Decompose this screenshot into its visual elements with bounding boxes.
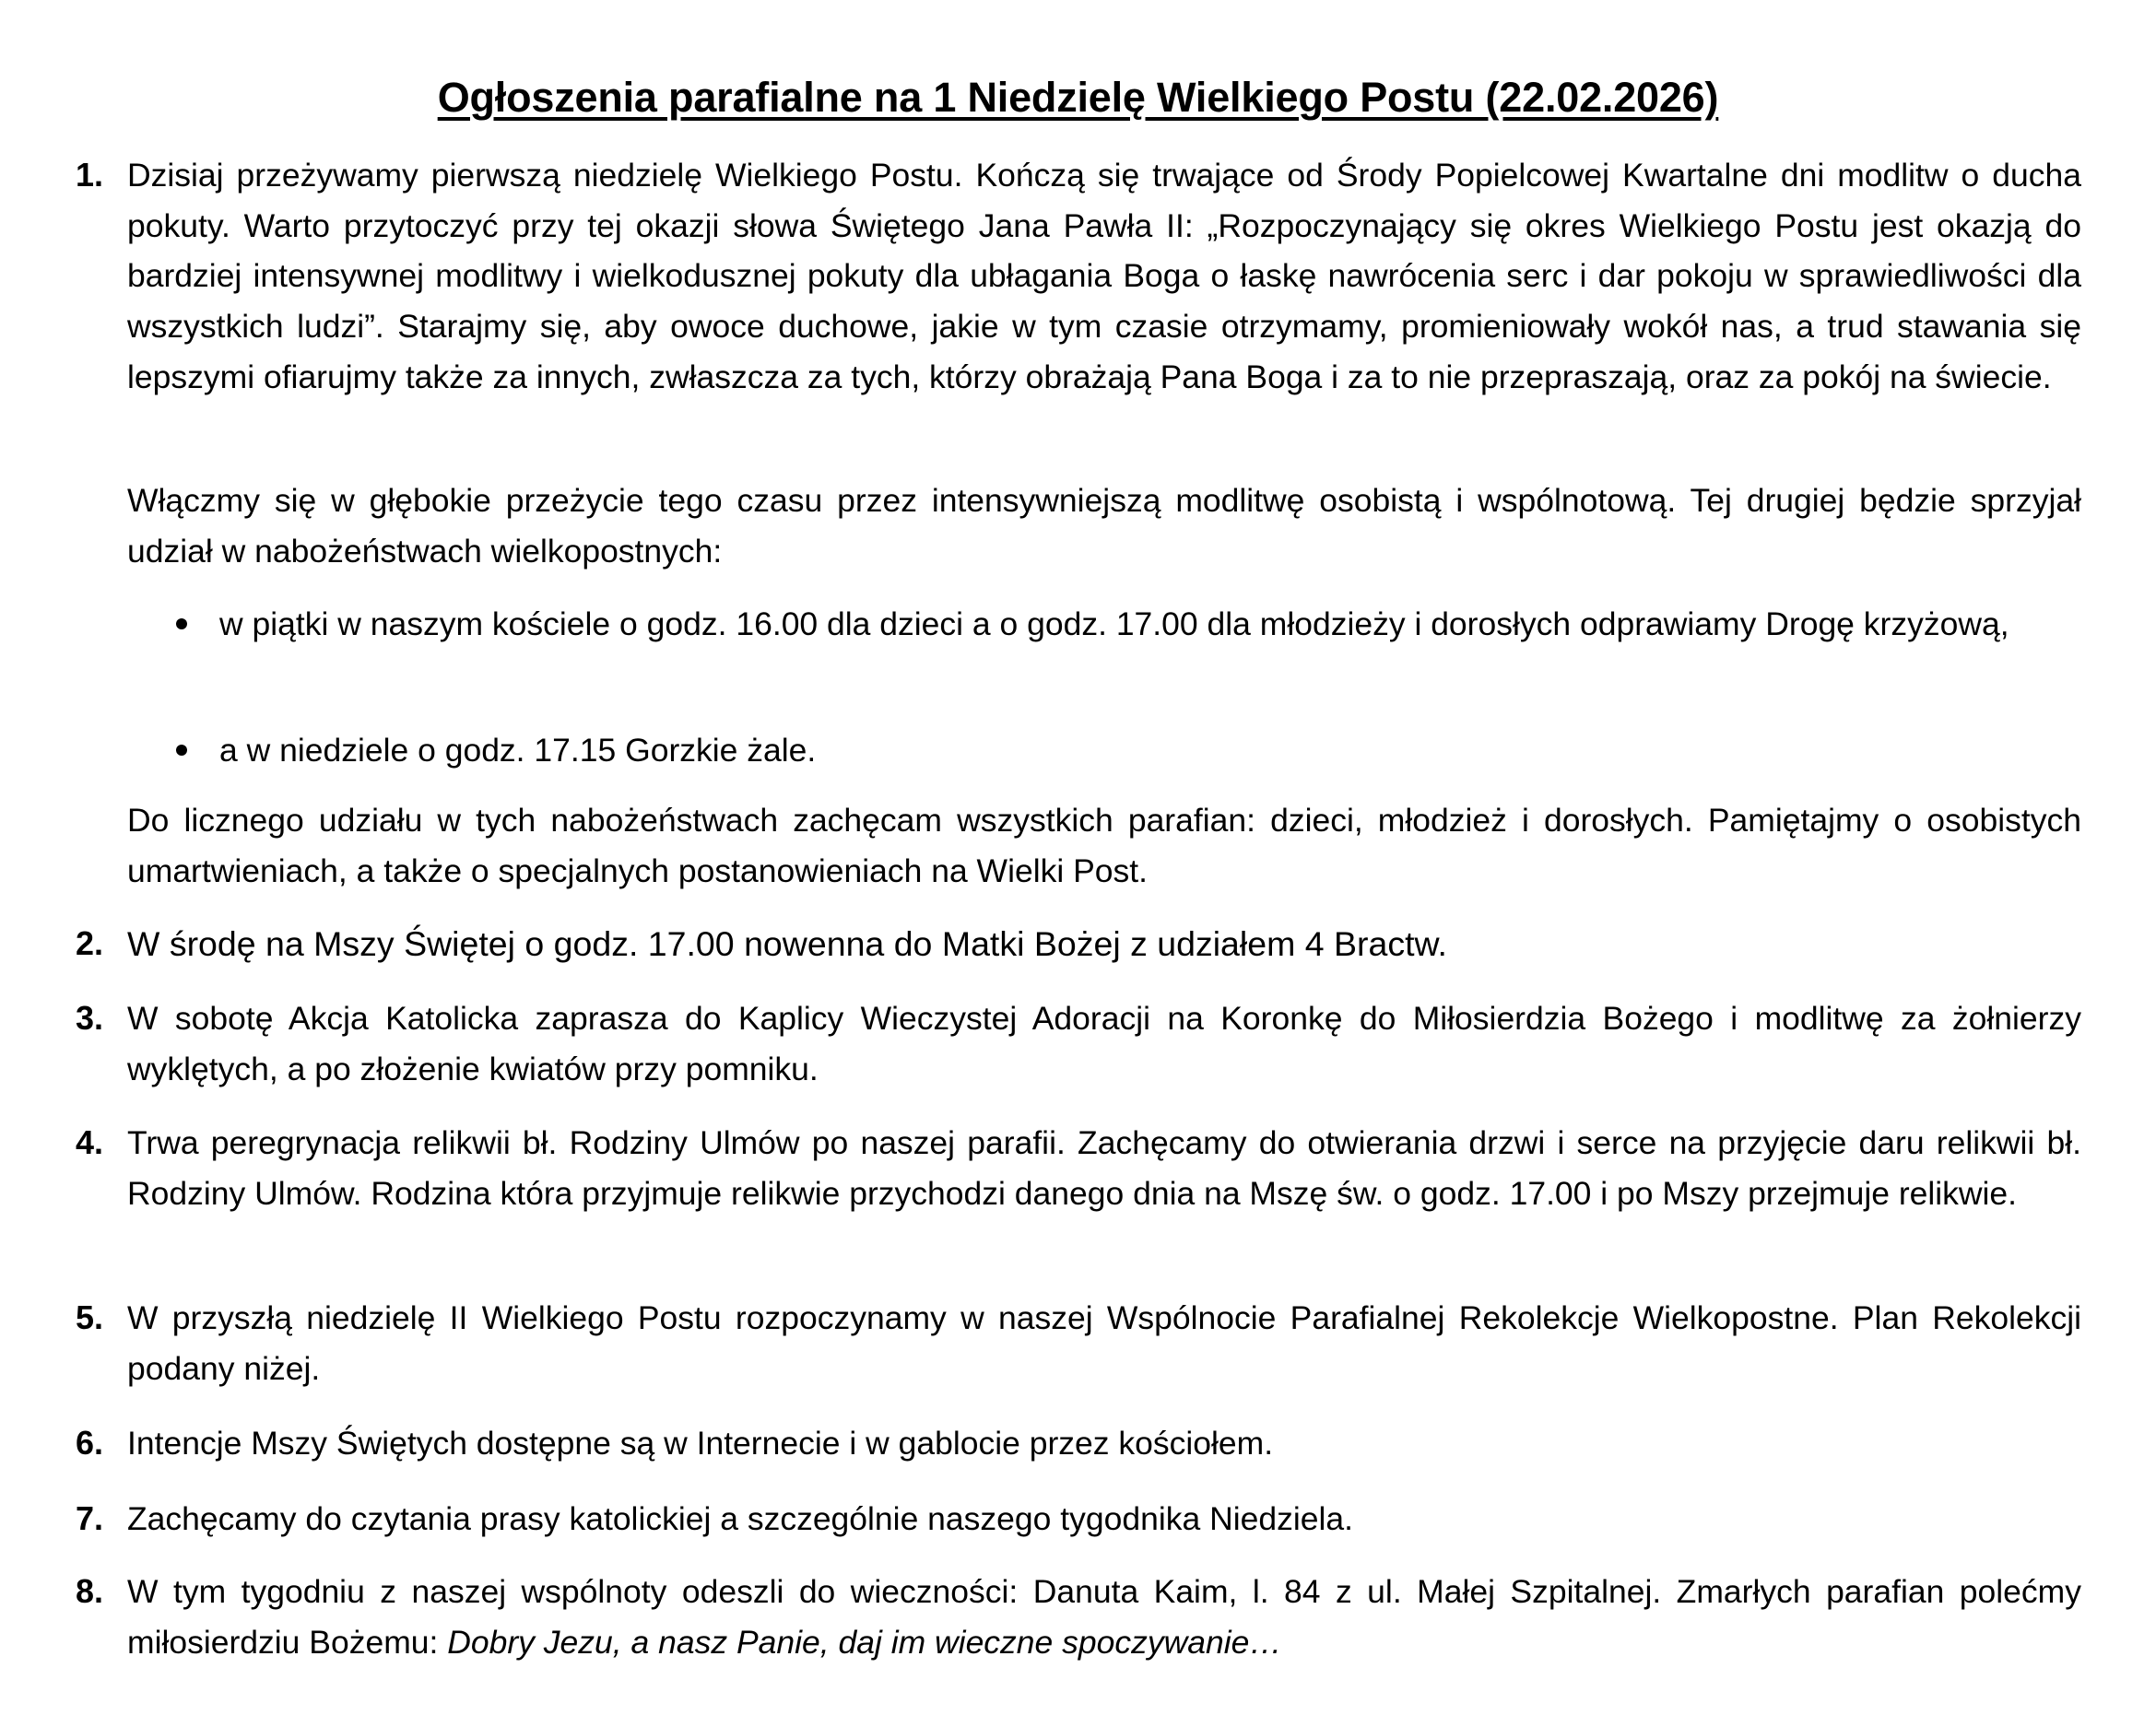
announcement-1 bbox=[76, 150, 2081, 403]
announcement-5 bbox=[76, 1293, 2081, 1393]
item-number: 6. bbox=[76, 1424, 104, 1462]
announcement-paragraph: Dzisiaj przeżywamy pierwszą niedzielę Wielkiego Postu. Kończą się trwające od Środy Popielcowej Kwartalne dni modlitw o ducha pokuty. Warto przytoczyć przy tej okazji słowa Świętego Jana Pawła II: „Rozpoczynający się okres Wielkiego Postu jest okazją do bardziej intensywnej modlitwy i wielkodusznej pokuty dla ubłagania Boga o łaskę nawrócenia serc i dar pokoju w sprawiedliwości dla wszystkich ludzi”. Starajmy się, aby owoce duchowe, jakie w tym czasie otrzymamy, promieniowały wokół nas, a trud stawania się lepszymi ofiarujmy także za innych, zwłaszcza za tych, którzy obrażają Pana Boga i za to nie przepraszają, oraz za pokój na świecie. bbox=[127, 157, 2081, 395]
announcement-text: W środę na Mszy Świętej o godz. 17.00 nowenna do Matki Bożej z udziałem 4 Bractw. bbox=[127, 924, 1447, 963]
bullet-text: w piątki w naszym kościele o godz. 16.00 dla dzieci a o godz. 17.00 dla młodzieży i dorosłych odprawiamy Drogę krzyżową, bbox=[219, 605, 2009, 642]
page-title: Ogłoszenia parafialne na 1 Niedzielę Wielkiego Postu (22.02.2026) bbox=[437, 74, 1719, 121]
announcement-3 bbox=[76, 993, 2081, 1094]
bullet-icon bbox=[176, 745, 187, 756]
announcement-text: Trwa peregrynacja relikwii bł. Rodziny Ulmów po naszej parafii. Zachęcamy do otwierania drzwi i serce na przyjęcie daru relikwii bł. Rodziny Ulmów. Rodzina która przyjmuje relikwie przychodzi danego dnia na Mszę św. o godz. 17.00 i po Mszy przejmuje relikwie. bbox=[127, 1124, 2081, 1212]
bullet-text: a w niedziele o godz. 17.15 Gorzkie żale. bbox=[219, 732, 817, 769]
announcement-4 bbox=[76, 1118, 2081, 1218]
item-number: 4. bbox=[76, 1123, 104, 1161]
announcement-text: W tym tygodniu z naszej wspólnoty odeszli do wieczności: Danuta Kaim, l. 84 z ul. Małej Szpitalnej. Zmarłych parafian polećmy miłosierdziu Bożemu: bbox=[127, 1573, 2081, 1661]
announcement-2 bbox=[76, 919, 2081, 969]
item-number: 8. bbox=[76, 1572, 104, 1610]
item-number: 1. bbox=[76, 156, 104, 194]
bullet-item-1 bbox=[219, 599, 2081, 650]
item-number: 2. bbox=[76, 924, 104, 962]
announcement-paragraph: Do licznego udziału w tych nabożeństwach zachęcam wszystkich parafian: dzieci, młodzież i dorosłych. Pamiętajmy o osobistych umartwieniach, a także o specjalnych postanowieniach na Wielki Post. bbox=[127, 802, 2081, 889]
announcement-text: Zachęcamy do czytania prasy katolickiej a szczególnie naszego tygodnika Niedziela. bbox=[127, 1500, 1353, 1537]
item-number: 5. bbox=[76, 1298, 104, 1336]
bullet-icon bbox=[176, 618, 187, 629]
item-number: 7. bbox=[76, 1499, 104, 1537]
announcement-6 bbox=[76, 1418, 2081, 1469]
bullet-item-2 bbox=[219, 725, 2081, 776]
announcement-1-paragraph-2 bbox=[127, 476, 2081, 576]
announcement-paragraph: Włączmy się w głębokie przeżycie tego czasu przez intensywniejszą modlitwę osobistą i wspólnotową. Tej drugiej będzie sprzyjał udział w nabożeństwach wielkopostnych: bbox=[127, 482, 2081, 570]
announcement-text: Intencje Mszy Świętych dostępne są w Internecie i w gablocie przez kościołem. bbox=[127, 1425, 1274, 1462]
item-number: 3. bbox=[76, 999, 104, 1037]
announcement-8 bbox=[76, 1567, 2081, 1667]
prayer-text: Dobry Jezu, a nasz Panie, daj im wieczne spoczywanie… bbox=[447, 1623, 1282, 1661]
announcement-1-closing bbox=[127, 795, 2081, 896]
announcement-text: W sobotę Akcja Katolicka zaprasza do Kaplicy Wieczystej Adoracji na Koronkę do Miłosierdzia Bożego i modlitwę za żołnierzy wyklętych, a po złożenie kwiatów przy pomniku. bbox=[127, 1000, 2081, 1087]
announcement-text: W przyszłą niedzielę II Wielkiego Postu rozpoczynamy w naszej Wspólnocie Parafialnej Rekolekcje Wielkopostne. Plan Rekolekcji podany niżej. bbox=[127, 1299, 2081, 1387]
announcement-7 bbox=[76, 1494, 2081, 1545]
